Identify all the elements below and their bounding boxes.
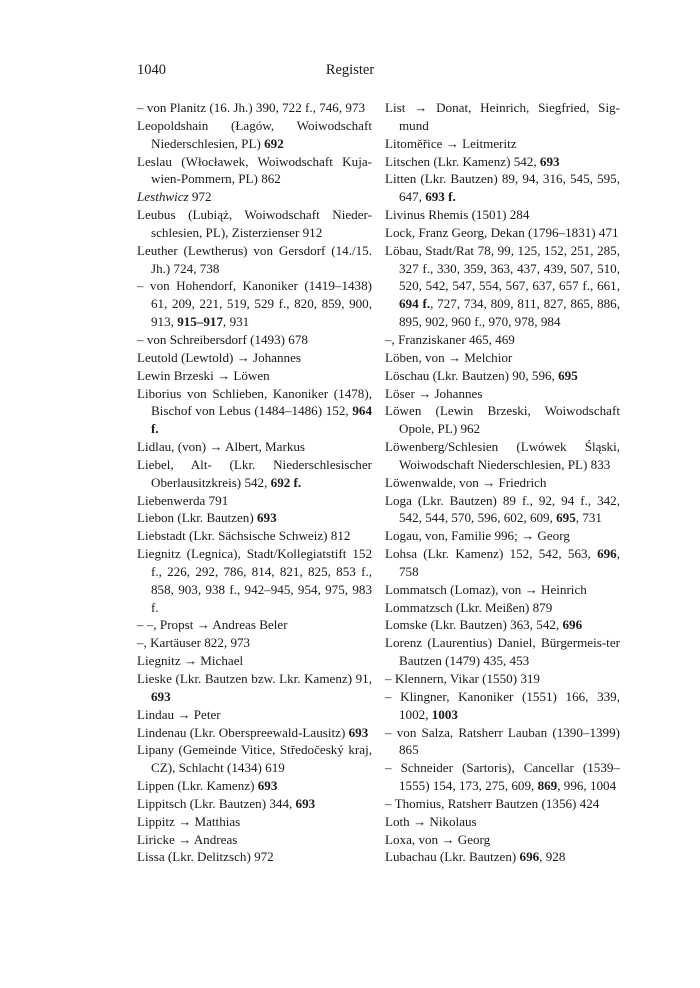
- entry-text: Löschau (Lkr. Bautzen) 90, 596,: [385, 367, 559, 383]
- entry-text: Leuther (Lewtherus) von Gersdorf (14./15. Jh.) 724, 738: [137, 242, 372, 276]
- entry-text: Liricke → Andreas: [137, 831, 238, 847]
- entry-text: – Klennern, Vikar (1550) 319: [385, 671, 540, 686]
- index-entry: [137, 706, 372, 724]
- index-entry: [137, 206, 372, 242]
- entry-page-bold: 693: [257, 778, 278, 794]
- index-entry: [385, 367, 620, 385]
- index-entry: [385, 170, 620, 206]
- entry-page-bold: 692 f.: [270, 474, 302, 490]
- index-entry: [385, 331, 620, 349]
- entry-text: Lissa (Lkr. Delitzsch) 972: [137, 849, 274, 865]
- index-entry: [137, 438, 372, 456]
- entry-text: – von Hohendorf, Kanoniker (1419–1438) 61, 209, 221, 519, 529 f., 820, 859, 900, 913,: [137, 278, 372, 330]
- entry-text: Lommatzsch (Lkr. Meißen) 879: [385, 599, 553, 615]
- entry-text: List → Donat, Heinrich, Siegfried, Sig-mund: [385, 100, 620, 133]
- entry-page-bold: 696: [597, 546, 617, 562]
- index-entry: [385, 813, 620, 831]
- index-entry: [137, 741, 372, 777]
- entry-text-italic: Lesthwicz: [137, 189, 189, 205]
- entry-text: Leubus (Lubiąż, Woiwodschaft Nieder-schlesien, PL), Zisterzienser 912: [137, 207, 372, 240]
- entry-text: Lommatsch (Lomaz), von → Heinrich: [385, 581, 587, 597]
- entry-text: Löwenwalde, von → Friedrich: [385, 474, 547, 490]
- index-entry: [385, 527, 620, 545]
- index-entry: [385, 153, 620, 171]
- index-entry: [385, 848, 620, 866]
- entry-text: Lindau → Peter: [137, 706, 221, 722]
- index-entry: [137, 277, 372, 331]
- index-entry: [385, 581, 620, 599]
- entry-text: Litschen (Lkr. Kamenz) 542,: [385, 153, 540, 169]
- entry-text: – –, Propst → Andreas Beler: [137, 617, 288, 633]
- entry-page-bold: 692: [264, 135, 284, 151]
- index-entry: [385, 206, 620, 224]
- entry-page-bold: 696: [562, 617, 583, 633]
- index-entry: [385, 438, 620, 474]
- index-entry: [385, 616, 620, 634]
- index-entry: [137, 331, 372, 349]
- entry-text: Liegnitz → Michael: [137, 653, 244, 669]
- index-entry: [137, 795, 372, 813]
- entry-text: Liegnitz (Legnica), Stadt/Kollegiatstift 152 f., 226, 292, 786, 814, 821, 825, 853 f., 858, 903, 938 f., 942–945, 954, 975, 983 f.: [137, 546, 372, 615]
- entry-text: , 731: [575, 510, 602, 526]
- index-entry: [385, 242, 620, 331]
- entry-text: Loga (Lkr. Bautzen) 89 f., 92, 94 f., 342, 542, 544, 570, 596, 602, 609,: [385, 492, 620, 526]
- entry-text: Liebon (Lkr. Bautzen): [137, 510, 257, 526]
- entry-text: Logau, von, Familie 996; → Georg: [385, 528, 570, 544]
- index-entry: [385, 545, 620, 581]
- index-entry: [137, 153, 372, 189]
- entry-text: , 931: [223, 314, 250, 330]
- entry-text: Löwenberg/Schlesien (Lwówek Śląski, Woiwodschaft Niederschlesien, PL) 833: [385, 439, 620, 472]
- index-entry: [137, 456, 372, 492]
- entry-text: Loxa, von → Georg: [385, 831, 491, 847]
- index-entry: [385, 385, 620, 403]
- entry-text: – Thomius, Ratsherr Bautzen (1356) 424: [385, 795, 600, 811]
- entry-text: Leutold (Lewtold) → Johannes: [137, 349, 301, 365]
- entry-text: Litoměřice → Leitmeritz: [385, 135, 517, 151]
- index-entry: [137, 831, 372, 849]
- entry-text: Lindenau (Lkr. Oberspreewald-Lausitz): [137, 724, 349, 740]
- index-entry: [137, 492, 372, 510]
- entry-text: Lipany (Gemeinde Vitice, Středočeský kraj, CZ), Schlacht (1434) 619: [137, 742, 372, 776]
- index-entry: [385, 795, 620, 813]
- entry-page-bold: 694 f.: [399, 296, 431, 312]
- index-entry: [137, 724, 372, 742]
- entry-text: , 758: [399, 546, 620, 579]
- index-entry: [385, 634, 620, 670]
- index-entry: [137, 848, 372, 866]
- entry-page-bold: 1003: [431, 706, 458, 722]
- entry-page-bold: 693 f.: [425, 189, 456, 205]
- index-entry: [137, 385, 372, 439]
- entry-page-bold: 693: [295, 795, 316, 811]
- index-entry: [137, 616, 372, 634]
- entry-text: , 928: [539, 849, 566, 865]
- entry-text: Leslau (Włocławek, Woiwodschaft Kuja-wien-Pommern, PL) 862: [137, 153, 372, 187]
- entry-page-bold: 695: [556, 510, 576, 526]
- entry-text: , 996, 1004: [557, 778, 617, 794]
- entry-text: – Schneider (Sartoris), Cancellar (1539–1555) 154, 173, 275, 609,: [385, 760, 620, 794]
- index-column-right: [385, 99, 620, 866]
- entry-page-bold: 696: [519, 849, 540, 865]
- index-entry: [385, 99, 620, 135]
- entry-text: Lippitsch (Lkr. Bautzen) 344,: [137, 795, 296, 811]
- entry-text: Lieske (Lkr. Bautzen bzw. Lkr. Kamenz) 91,: [137, 671, 372, 686]
- entry-text: Liebstadt (Lkr. Sächsische Schweiz) 812: [137, 528, 351, 544]
- index-entry: [385, 724, 620, 760]
- entry-page-bold: 693: [539, 153, 560, 169]
- index-entry: [137, 188, 372, 206]
- entry-page-bold: 693: [348, 724, 369, 740]
- entry-text: Lock, Franz Georg, Dekan (1796–1831) 471: [385, 224, 619, 240]
- running-head: Register: [325, 62, 375, 78]
- entry-text: Lidlau, (von) → Albert, Markus: [137, 439, 306, 455]
- index-entry: [385, 402, 620, 438]
- entry-text: Löser → Johannes: [385, 385, 483, 401]
- page-number: 1040: [137, 62, 166, 78]
- entry-text: – von Schreibersdorf (1493) 678: [137, 331, 308, 347]
- entry-text: Lewin Brzeski → Löwen: [137, 367, 270, 383]
- index-entry: [137, 367, 372, 385]
- entry-page-bold: 869: [537, 778, 558, 794]
- index-entry: [137, 349, 372, 367]
- index-entry: [137, 634, 372, 652]
- index-entry: [385, 474, 620, 492]
- index-column-left: [137, 99, 372, 866]
- index-entry: [137, 652, 372, 670]
- index-entry: [385, 135, 620, 153]
- entry-text: Lorenz (Laurentius) Daniel, Bürgermeis-ter Bautzen (1479) 435, 453: [385, 635, 620, 669]
- entry-page-bold: 915–917: [177, 314, 224, 330]
- entry-page-bold: 693: [151, 688, 171, 704]
- entry-text: Löbau, Stadt/Rat 78, 99, 125, 152, 251, 285, 327 f., 330, 359, 363, 437, 439, 507, 510, 520, 542, 547, 554, 567, 637, 657 f., 661,: [385, 242, 620, 294]
- index-entry: [385, 831, 620, 849]
- entry-text: Lomske (Lkr. Bautzen) 363, 542,: [385, 617, 563, 633]
- entry-text: Litten (Lkr. Bautzen) 89, 94, 316, 545, 595, 647,: [385, 171, 620, 205]
- entry-text: – von Planitz (16. Jh.) 390, 722 f., 746, 973: [137, 100, 366, 115]
- index-entry: [137, 527, 372, 545]
- index-entry: [385, 224, 620, 242]
- entry-text: , 727, 734, 809, 811, 827, 865, 886, 895, 902, 960 f., 970, 978, 984: [399, 296, 620, 330]
- entry-text: Lippitz → Matthias: [137, 813, 241, 829]
- index-entry: [137, 545, 372, 616]
- entry-text: Liborius von Schlieben, Kanoniker (1478), Bischof von Lebus (1484–1486) 152,: [137, 385, 372, 419]
- index-entry: [137, 99, 372, 117]
- entry-page-bold: 695: [558, 367, 578, 383]
- index-entry: [137, 813, 372, 831]
- entry-page-bold: 964 f.: [151, 403, 372, 437]
- entry-text: – von Salza, Ratsherr Lauban (1390–1399) 865: [385, 724, 620, 758]
- index-entry: [385, 759, 620, 795]
- index-entry: [385, 492, 620, 528]
- entry-text: Leopoldshain (Łagów, Woiwodschaft Niederschlesien, PL): [137, 117, 372, 151]
- entry-text: Livinus Rhemis (1501) 284: [385, 207, 530, 223]
- index-entry: [385, 670, 620, 688]
- entry-text: –, Kartäuser 822, 973: [137, 635, 251, 651]
- entry-text: Liebenwerda 791: [137, 492, 229, 508]
- entry-text: –, Franziskaner 465, 469: [385, 331, 515, 347]
- entry-page-bold: 693: [257, 510, 277, 526]
- index-entry: [137, 777, 372, 795]
- index-entry: [385, 688, 620, 724]
- entry-text: Lippen (Lkr. Kamenz): [137, 778, 258, 794]
- index-entry: [385, 599, 620, 617]
- entry-text: Lubachau (Lkr. Bautzen): [385, 849, 520, 865]
- entry-text: Löwen (Lewin Brzeski, Woiwodschaft Opole, PL) 962: [385, 403, 620, 437]
- index-entry: [137, 242, 372, 278]
- index-entry: [137, 670, 372, 706]
- entry-text: Löben, von → Melchior: [385, 349, 513, 365]
- entry-text: – Klingner, Kanoniker (1551) 166, 339, 1002,: [385, 688, 620, 722]
- entry-text: Liebel, Alt- (Lkr. Niederschlesischer Oberlausitzkreis) 542,: [137, 456, 372, 490]
- entry-text: 972: [188, 189, 212, 205]
- index-entry: [385, 349, 620, 367]
- entry-text: Lohsa (Lkr. Kamenz) 152, 542, 563,: [385, 546, 598, 562]
- index-entry: [137, 117, 372, 153]
- entry-text: Loth → Nikolaus: [385, 813, 477, 829]
- index-entry: [137, 509, 372, 527]
